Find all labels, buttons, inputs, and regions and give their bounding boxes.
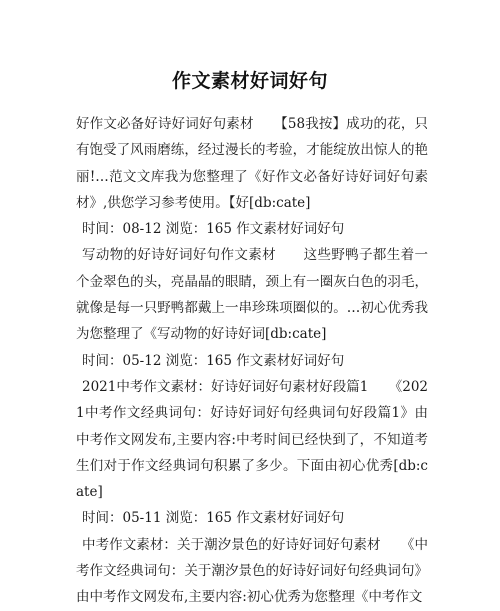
entry-summary[interactable]: 中考作文素材：关于潮汐景色的好诗好词好句素材 《中考作文经典词句：关于潮汐景色的好诗好词好句经典词句》由中考作文网发布,主要内容:初心优秀为您整理《中考作文	[76, 536, 428, 606]
article-entry	[76, 111, 428, 242]
article-entry	[76, 242, 428, 373]
article-entry	[76, 532, 428, 611]
article-entry	[76, 374, 428, 532]
article-list	[76, 111, 428, 611]
entry-summary[interactable]: 写动物的好诗好词好句作文素材 这些野鸭子都生着一个金翠色的头，亮晶晶的眼睛，颈上有一圈灰白色的羽毛，就像是每一只野鸭都戴上一串珍珠项圈似的。…初心优秀我为您整理了《写动物的好诗好词[db:cate]	[76, 247, 428, 343]
entry-summary[interactable]: 2021中考作文素材：好诗好词好句素材好段篇1 《2021中考作文经典词句：好诗好词好句经典词句好段篇1》由中考作文网发布,主要内容:中考时间已经快到了，不知道考生们对于作文经典词句积累了多少。下面由初心优秀[db:cate]	[76, 378, 428, 501]
entry-meta: 时间：08-12 浏览：165 作文素材好词好句	[82, 221, 345, 238]
entry-meta: 时间：05-12 浏览：165 作文素材好词好句	[82, 352, 345, 369]
entry-summary[interactable]: 好作文必备好诗好词好句素材 【58我按】成功的花，只有饱受了风雨磨练，经过漫长的考验，才能绽放出惊人的艳丽!…范文文库我为您整理了《好作文必备好诗好词好句素材》,供您学习参考使用。【好[db:cate]	[76, 116, 428, 211]
entry-meta: 时间：05-11 浏览：165 作文素材好词好句	[82, 510, 345, 527]
page-title: 作文素材好词好句	[171, 70, 328, 92]
